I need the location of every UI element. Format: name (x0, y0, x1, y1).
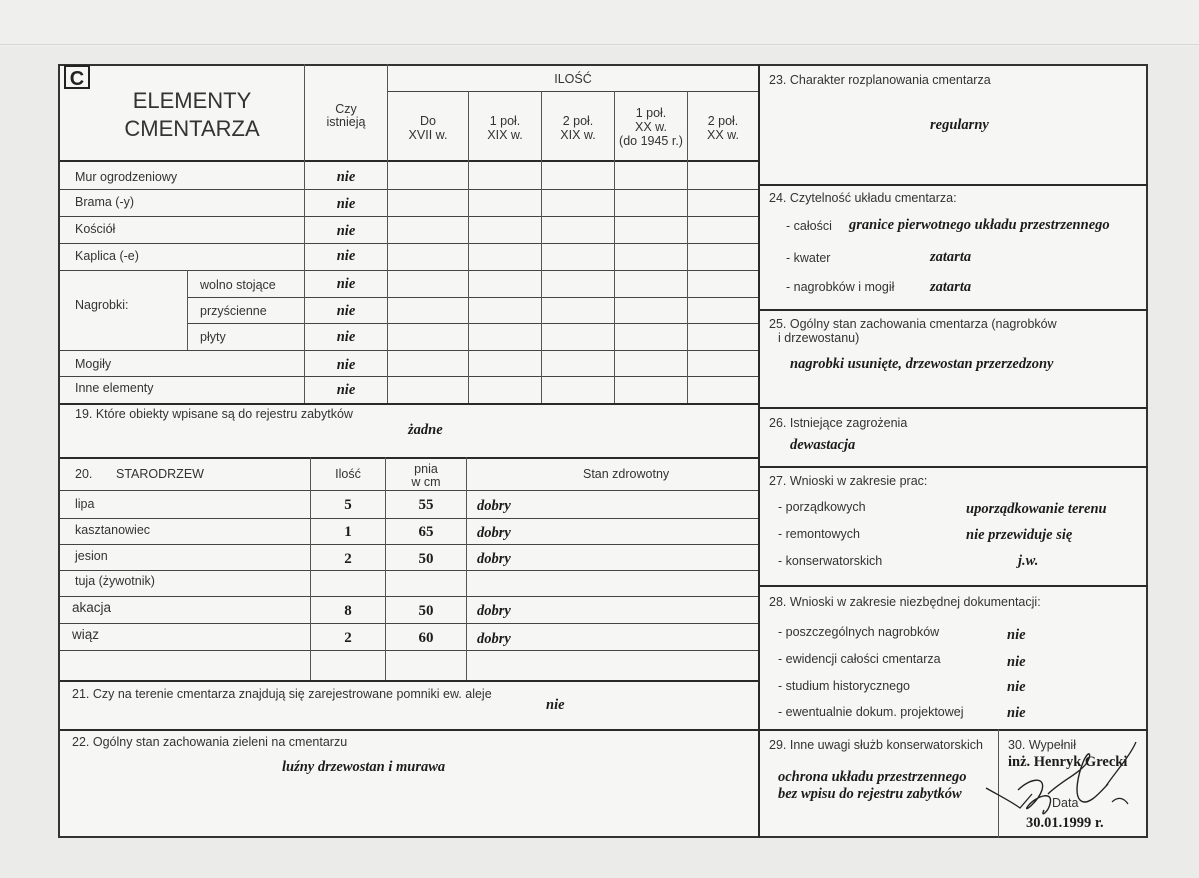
q28-item-label: - studium historycznego (778, 679, 911, 693)
tree-health: dobry (477, 631, 511, 647)
q23-label: 23. Charakter rozplanowania cmentarza (769, 73, 991, 87)
tree-name: akacja (72, 600, 112, 615)
rule (60, 570, 758, 571)
q25-label-line2: i drzewostanu) (778, 331, 860, 345)
rule (758, 466, 1148, 468)
tree-health: dobry (477, 603, 511, 619)
q27-label: 27. Wnioski w zakresie prac: (769, 474, 928, 488)
period-header: XX w. (635, 120, 667, 134)
rule (60, 376, 758, 377)
rule (758, 585, 1148, 587)
q28-item-answer: nie (1007, 654, 1026, 670)
q28-item-answer: nie (1007, 627, 1026, 643)
form-sheet (58, 64, 1148, 838)
element-label: Inne elementy (75, 381, 154, 395)
q27-item-label: - remontowych (778, 527, 860, 541)
period-header: XIX w. (487, 128, 523, 142)
q21-label: 21. Czy na terenie cmentarza znajdują się zarejestrowane pomniki ew. aleje (72, 687, 492, 701)
element-label: przyścienne (200, 304, 267, 318)
tree-count: 2 (344, 551, 352, 567)
col-exists-line2: istnieją (326, 115, 366, 129)
q24-item-label: - kwater (786, 251, 831, 265)
q28-item-label: - ewidencji całości cmentarza (778, 652, 941, 666)
element-value: nie (336, 357, 356, 373)
q19-answer: żadne (408, 422, 443, 438)
col-exists-line1: Czy (335, 102, 357, 116)
rule (466, 457, 467, 680)
q27-item-answer: nie przewiduje się (966, 527, 1073, 543)
rule (60, 650, 758, 651)
tree-girth: 50 (418, 551, 434, 567)
element-value: nie (336, 169, 356, 185)
tree-health: dobry (477, 498, 511, 514)
rule (387, 91, 758, 92)
tree-name: wiąz (72, 627, 100, 642)
element-label: Mur ogrodzeniowy (75, 170, 178, 184)
rule (758, 309, 1148, 311)
tree-girth: 65 (418, 524, 434, 540)
rule (60, 160, 758, 162)
rule (60, 457, 758, 459)
q28-item-label: - ewentualnie dokum. projektowej (778, 705, 964, 719)
rule (60, 270, 758, 271)
main-divider (758, 64, 760, 838)
q25-answer: nagrobki usunięte, drzewostan przerzedzony (790, 356, 1054, 372)
q22-answer: luźny drzewostan i murawa (282, 759, 446, 775)
rule (60, 596, 758, 597)
period-header: (do 1945 r.) (619, 134, 683, 148)
trees-col-count: Ilość (335, 467, 361, 481)
rule (60, 189, 758, 190)
tree-health: dobry (477, 551, 511, 567)
element-label: Kościół (75, 222, 116, 236)
tree-name: lipa (75, 497, 95, 511)
element-label: Brama (-y) (75, 195, 135, 209)
q24-item-answer: zatarta (930, 279, 972, 295)
rule (60, 243, 758, 244)
rule (60, 729, 758, 731)
background-strip (0, 0, 1199, 46)
rule (758, 729, 1148, 731)
element-value: nie (336, 382, 356, 398)
q25-label-line1: 25. Ogólny stan zachowania cmentarza (nagrobków (769, 317, 1057, 331)
tree-name: jesion (75, 549, 108, 563)
element-value: nie (336, 303, 356, 319)
element-value: nie (336, 223, 356, 239)
tree-count: 8 (344, 603, 352, 619)
q24-item-answer: granice pierwotnego układu przestrzennego (849, 217, 1110, 233)
element-label: płyty (200, 330, 226, 344)
q29-label: 29. Inne uwagi służb konserwatorskich (769, 738, 984, 752)
tree-count: 5 (344, 497, 352, 513)
q26-answer: dewastacja (790, 437, 856, 453)
tree-count: 1 (344, 524, 352, 540)
trees-title: STARODRZEW (116, 467, 204, 481)
q28-item-answer: nie (1007, 705, 1026, 721)
q23-answer: regularny (930, 117, 989, 133)
rule (60, 680, 758, 682)
group-label-nagrobki: Nagrobki: (75, 298, 129, 312)
tree-name: kasztanowiec (75, 523, 151, 537)
element-value: nie (336, 196, 356, 212)
rule (60, 623, 758, 624)
rule (60, 403, 758, 405)
rule (310, 457, 311, 680)
rule (187, 323, 758, 324)
period-header: XIX w. (560, 128, 596, 142)
rule (60, 216, 758, 217)
period-header: Do (420, 114, 436, 128)
trees-col-health: Stan zdrowotny (583, 467, 670, 481)
date-label: Data (1052, 796, 1079, 810)
tree-health: dobry (477, 525, 511, 541)
rule (60, 350, 758, 351)
element-label: wolno stojące (200, 278, 276, 292)
rule (60, 544, 758, 545)
element-value: nie (336, 329, 356, 345)
q24-label: 24. Czytelność układu cmentarza: (769, 191, 957, 205)
q28-item-label: - poszczególnych nagrobków (778, 625, 940, 639)
rule (60, 490, 758, 491)
period-header: XX w. (707, 128, 739, 142)
q29-line1: ochrona układu przestrzennego (778, 769, 967, 785)
date-value: 30.01.1999 r. (1026, 815, 1104, 831)
tree-name: tuja (żywotnik) (75, 574, 155, 588)
q27-item-label: - porządkowych (778, 500, 866, 514)
q27-item-label: - konserwatorskich (778, 554, 883, 568)
rule (758, 184, 1148, 186)
period-header: 1 poł. (489, 114, 521, 128)
q22-label: 22. Ogólny stan zachowania zieleni na cmentarzu (72, 735, 348, 749)
trees-number: 20. (75, 467, 93, 481)
handwritten-signature-icon (982, 738, 1142, 820)
q21-answer: nie (546, 697, 565, 713)
tree-girth: 55 (418, 497, 434, 513)
background-divider (0, 44, 1199, 45)
filled-by-name: inż. Henryk Grecki (1008, 754, 1128, 770)
q24-item-label: - nagrobków i mogił (786, 280, 895, 294)
element-value: nie (336, 276, 356, 292)
rule (758, 407, 1148, 409)
q26-label: 26. Istniejące zagrożenia (769, 416, 908, 430)
col-quantity: ILOŚĆ (554, 72, 592, 86)
q24-item-label: - całości (786, 219, 832, 233)
q28-item-answer: nie (1007, 679, 1026, 695)
tree-girth: 60 (418, 630, 434, 646)
rule (385, 457, 386, 680)
section-heading-line1: ELEMENTY (132, 88, 252, 113)
rule (187, 297, 758, 298)
trees-col-girth-line2: w cm (411, 475, 441, 489)
element-label: Mogiły (75, 357, 112, 371)
q29-line2: bez wpisu do rejestru zabytków (778, 786, 962, 802)
period-header: 2 poł. (562, 114, 594, 128)
period-header: XVII w. (408, 128, 448, 142)
q27-item-answer: j.w. (1018, 553, 1039, 569)
element-value: nie (336, 248, 356, 264)
period-header: 2 poł. (707, 114, 739, 128)
element-label: Kaplica (-e) (75, 249, 139, 263)
q27-item-answer: uporządkowanie terenu (966, 501, 1107, 517)
q19-label: 19. Które obiekty wpisane są do rejestru zabytków (75, 407, 353, 421)
trees-col-girth-line1: pnia (414, 462, 438, 476)
q30-label: 30. Wypełnił (1008, 738, 1076, 752)
q24-item-answer: zatarta (930, 249, 972, 265)
rule (187, 270, 188, 350)
tree-count: 2 (344, 630, 352, 646)
period-header: 1 poł. (635, 106, 667, 120)
section-letter: C (64, 65, 90, 89)
rule (60, 518, 758, 519)
section-heading-line2: CMENTARZA (124, 116, 260, 141)
tree-girth: 50 (418, 603, 434, 619)
q28-label: 28. Wnioski w zakresie niezbędnej dokumentacji: (769, 595, 1041, 609)
